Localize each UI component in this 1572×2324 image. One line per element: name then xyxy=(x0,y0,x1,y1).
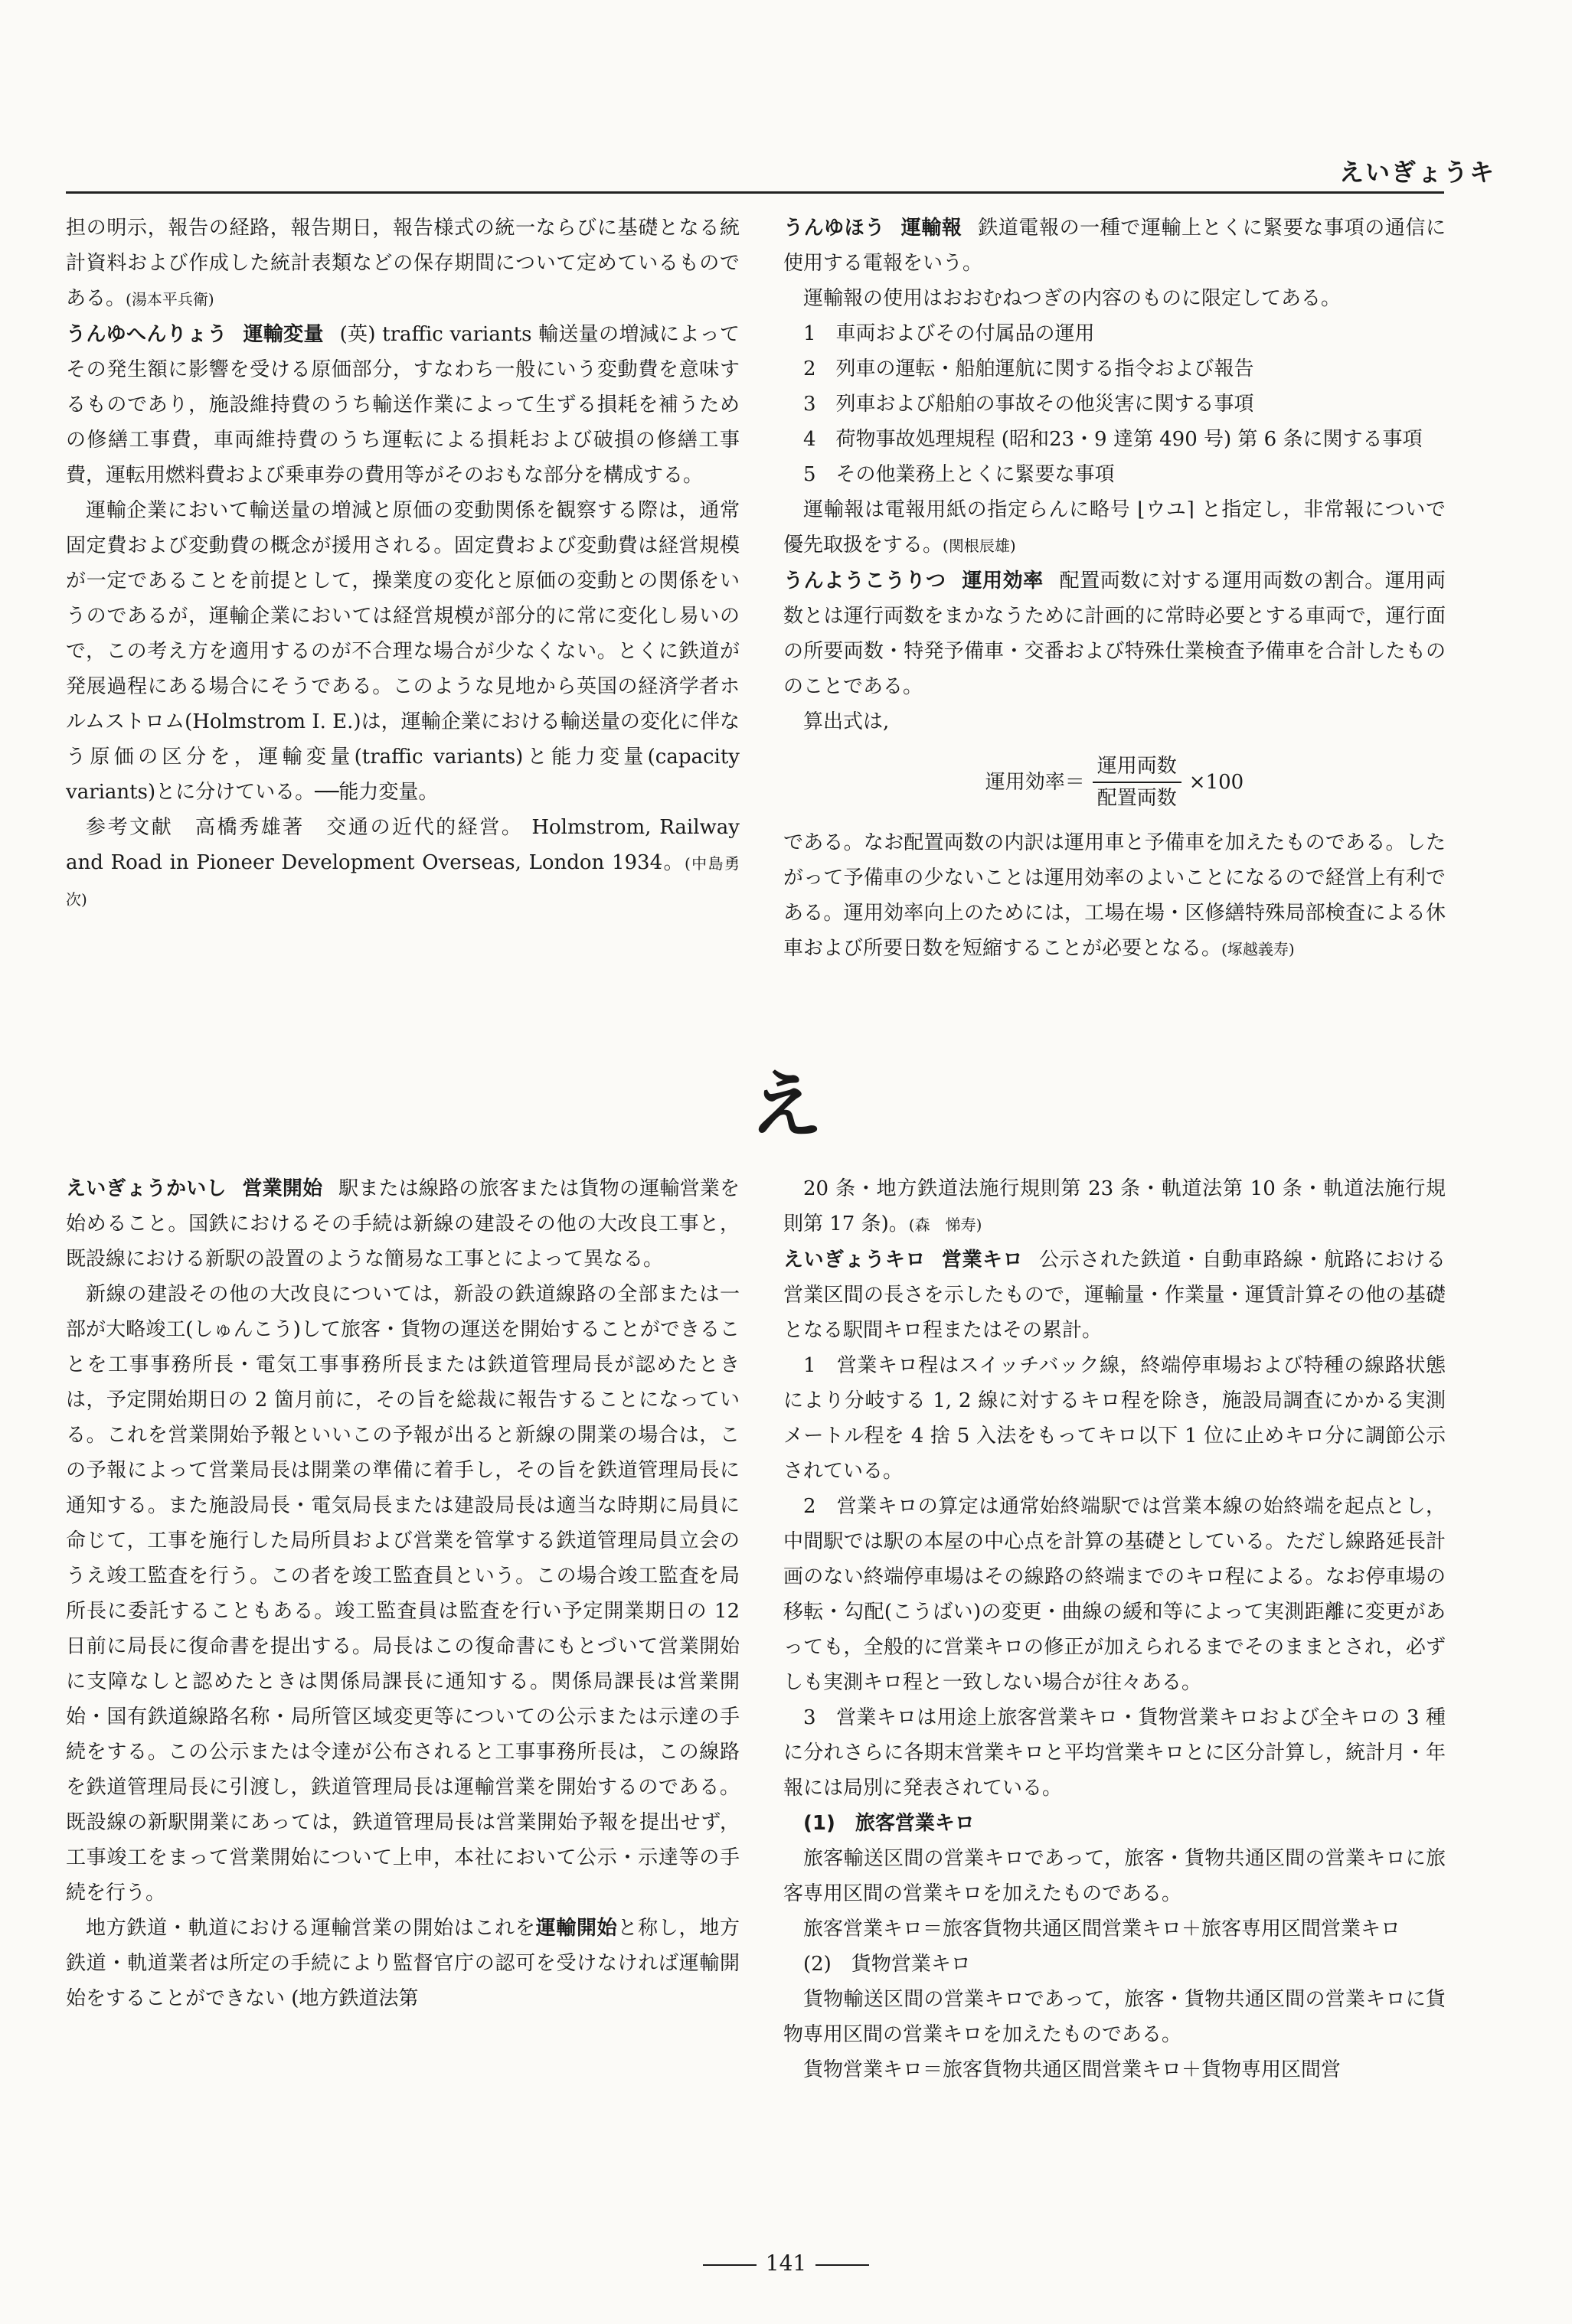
entry-eigyo-kiro: えいぎょうキロ 営業キロ 公示された鉄道・自動車路線・航路における営業区間の長さを示したもので，運輸量・作業量・運賃計算その他の基礎となる駅間キロ程またはその累計。 xyxy=(783,1248,1446,1342)
formula-numerator: 運用両数 xyxy=(1093,751,1181,783)
author-credit: (森 悌寿) xyxy=(908,1216,982,1234)
author-credit: (中島勇次) xyxy=(66,854,740,909)
formula-lhs: 運用効率＝ xyxy=(985,771,1085,794)
entry-paragraph: 運輸報は電報用紙の指定らんに略号 ⌊ウユ⌉ と指定し，非常報についで優先取扱をする。(関根辰雄) xyxy=(783,498,1446,557)
headword: えいぎょうキロ 営業キロ xyxy=(783,1248,1024,1271)
headword: うんようこうりつ 運用効率 xyxy=(783,570,1044,592)
formula-line: 旅客営業キロ＝旅客貨物共通区間営業キロ＋旅客専用区間営業キロ xyxy=(803,1918,1401,1940)
entry-paragraph: 1 営業キロ程はスイッチバック線，終端停車場および特種の線路状態により分岐する 1, 2 線に対するキロ程を除き，施設局調査にかかる実測メートル程を 4 捨 5 入法をもってキロ以下 1 位に止めキロ分に調節公示されている。 xyxy=(783,1354,1446,1483)
headword: うんゆほう 運輸報 xyxy=(783,217,962,240)
column-top-left xyxy=(66,211,740,917)
folio-dash xyxy=(815,2264,869,2266)
list-item: 4 荷物事故処理規程 (昭和23・9 達第 490 号) 第 6 条に関する事項 xyxy=(803,428,1423,451)
formula-rhs: ×100 xyxy=(1188,771,1244,794)
entry-paragraph: 新線の建設その他の大改良については，新設の鉄道線路の全部または一部が大略竣工(しゅんこう)して旅客・貨物の運送を開始することができることを工事事務所長・電気工事事務所長または鉄道管理局長が認めたときは，予定開始期日の 2 箇月前に，その旨を総裁に報告することになっている。これを営業開始予報といいこの予報が出ると新線の開業の場合は，この予報によって営業局長は開業の準備に着手し，その旨を鉄道管理局長に通知する。また施設局長・電気局長または建設局長は適当な時期に局員に命じて，工事を施行した局所員および営業を管掌する鉄道管理局員立会のうえ竣工監査を行う。この者を竣工監査員という。この場合竣工監査を局所長に委託することもある。竣工監査員は監査を行い予定開業期日の 12 日前に局長に復命書を提出する。局長はこの復命書にもとづいて営業開始に支障なしと認めたときは関係局課長に通知する。関係局課長は営業開始・国有鉄道線路名称・局所管区域変更等についての公示または示達の手続をする。この公示または令達が公布されると工事事務所長は，この線路を鉄道管理局長に引渡し，鉄道管理局長は運輸営業を開始するのである。既設線の新駅開業にあっては，鉄道管理局長は営業開始予報を提出せず，工事竣工をまって営業開始について上申，本社において公示・示達等の手続を行う。 xyxy=(66,1283,740,1905)
author-credit: (湯本平兵衛) xyxy=(126,290,214,308)
entry-eigyo-kaishi: えいぎょうかいし 営業開始 駅または線路の旅客または貨物の運輸営業を始めること。国鉄におけるその手続は新線の建設その他の大改良工事と，既設線における新駅の設置のような簡易な工事とによって異なる。 xyxy=(66,1177,740,1271)
list-item: 3 列車および船舶の事故その他災害に関する事項 xyxy=(803,393,1254,416)
column-bottom-left xyxy=(66,1171,740,2016)
entry-unyo-koritsu: うんようこうりつ 運用効率 配置両数に対する運用両数の割合。運用両数とは運行両数をまかなうために計画的に常時必要とする車両で，運行面の所要両数・特発予備車・交番および特殊仕業検査予備車を合計したもののことである。 xyxy=(783,570,1446,698)
formula-intro: 算出式は, xyxy=(803,710,890,733)
efficiency-formula xyxy=(783,746,1446,819)
running-head: えいぎょうキ xyxy=(1338,158,1495,187)
entry-unyu-ho: うんゆほう 運輸報 鉄道電報の一種で運輸上とくに緊要な事項の通信に使用する電報をいう。 xyxy=(783,217,1446,275)
bold-term: 運輸開始 xyxy=(535,1917,618,1940)
entry-paragraph: 2 営業キロの算定は通常始終端駅では営業本線の始終端を起点とし，中間駅では駅の本屋の中心点を計算の基礎としている。ただし線路延長計画のない終端停車場はその線路の終端までのキロ程による。なお停車場の移転・勾配(こうばい)の変更・曲線の緩和等によって実測距離に変更があっても，全般的に営業キロの修正が加えられるまでそのままとされ，必ずしも実測キロ程と一致しない場合が往々ある。 xyxy=(783,1495,1446,1694)
list-item: 5 その他業務上とくに緊要な事項 xyxy=(803,463,1115,486)
list-item: 1 車両およびその付属品の運用 xyxy=(803,322,1095,345)
entry-paragraph: 運輸企業において輸送量の増減と原価の変動関係を観察する際は，通常固定費および変動費の概念が援用される。固定費および変動費は経営規模が一定であることを前提として，操業度の変化と原価の変動との関係をいうのであるが，運輸企業においては経営規模が部分的に常に変化し易いので，この考え方を適用するのが不合理な場合が少なくない。とくに鉄道が発展過程にある場合にそうである。このような見地から英国の経済学者ホルムストロム(Holmstrom I. E.)は，運輸企業における輸送量の変化に伴なう原価の区分を，運輸変量(traffic variants)と能力変量(capacity variants)とに分けている。──能力変量。 xyxy=(66,499,740,804)
entry-paragraph: 貨物輸送区間の営業キロであって，旅客・貨物共通区間の営業キロに貨物専用区間の営業キロを加えたものである。 xyxy=(783,1988,1446,2046)
formula-line: 貨物営業キロ＝旅客貨物共通区間営業キロ＋貨物専用区間営 xyxy=(803,2058,1342,2081)
author-credit: (塚越義寿) xyxy=(1221,940,1295,958)
column-top-right xyxy=(783,211,1446,967)
entry-paragraph: である。なお配置両数の内訳は運用車と予備車を加えたものである。したがって予備車の少ないことは運用効率のよいことになるので経営上有利である。運用効率向上のためには，工場在場・区修繕特殊局部検査による休車および所要日数を短縮することが必要となる。(塚越義寿) xyxy=(783,831,1446,960)
entry-paragraph: 旅客輸送区間の営業キロであって，旅客・貨物共通区間の営業キロに旅客専用区間の営業キロを加えたものである。 xyxy=(783,1847,1446,1905)
entry-paragraph: 運輸報の使用はおおむねつぎの内容のものに限定してある。 xyxy=(803,287,1342,310)
headword: うんゆへんりょう 運輸変量 xyxy=(66,323,324,346)
list-item: 2 列車の運転・船舶運航に関する指令および報告 xyxy=(803,357,1254,380)
formula-fraction xyxy=(1093,751,1181,814)
page-number: 141 xyxy=(0,2251,1572,2276)
continued-entry: 20 条・地方鉄道法施行規則第 23 条・軌道法第 10 条・軌道法施行規則第 17 条)。(森 悌寿) xyxy=(783,1177,1446,1235)
references: 参考文献 高橋秀雄著 交通の近代的経営。 Holmstrom, Railway and Road in Pioneer Development Overseas, London 1934。(中島勇次) xyxy=(66,816,740,909)
entry-unyu-henryo: うんゆへんりょう 運輸変量 (英) traffic variants 輸送量の増減によってその発生額に影響を受ける原価部分，すなわち一般にいう変動費を意味するものであり，施設維持費のうち輸送作業によって生ずる損耗を補うための修繕工事費，車両維持費のうち運転による損耗および破損の修繕工事費，運転用燃料費および乗車券の費用等がそのおもな部分を構成する。 xyxy=(66,323,740,487)
formula-denominator: 配置両数 xyxy=(1096,787,1177,810)
headword: えいぎょうかいし 営業開始 xyxy=(66,1177,323,1200)
subheading: (1) 旅客営業キロ xyxy=(803,1812,975,1835)
entry-paragraph: 3 営業キロは用途上旅客営業キロ・貨物営業キロおよび全キロの 3 種に分れさらに各期末営業キロと平均営業キロとに区分計算し，統計月・年報には局別に発表されている。 xyxy=(783,1706,1446,1800)
author-credit: (関根辰雄) xyxy=(943,537,1016,555)
subheading: (2) 貨物営業キロ xyxy=(803,1953,971,1976)
continued-entry: 担の明示，報告の経路，報告期日，報告様式の統一ならびに基礎となる統計資料および作成した統計表類などの保存期間について定めているものである。(湯本平兵衛) xyxy=(66,217,740,310)
header-rule xyxy=(66,191,1444,194)
column-bottom-right xyxy=(783,1171,1446,2087)
entry-paragraph: 地方鉄道・軌道における運輸営業の開始はこれを運輸開始と称し，地方鉄道・軌道業者は所定の手続により監督官庁の認可を受けなければ運輸開始をすることができない (地方鉄道法第 xyxy=(66,1917,740,2010)
section-heading: え xyxy=(749,1062,823,1148)
folio-dash xyxy=(703,2264,757,2266)
